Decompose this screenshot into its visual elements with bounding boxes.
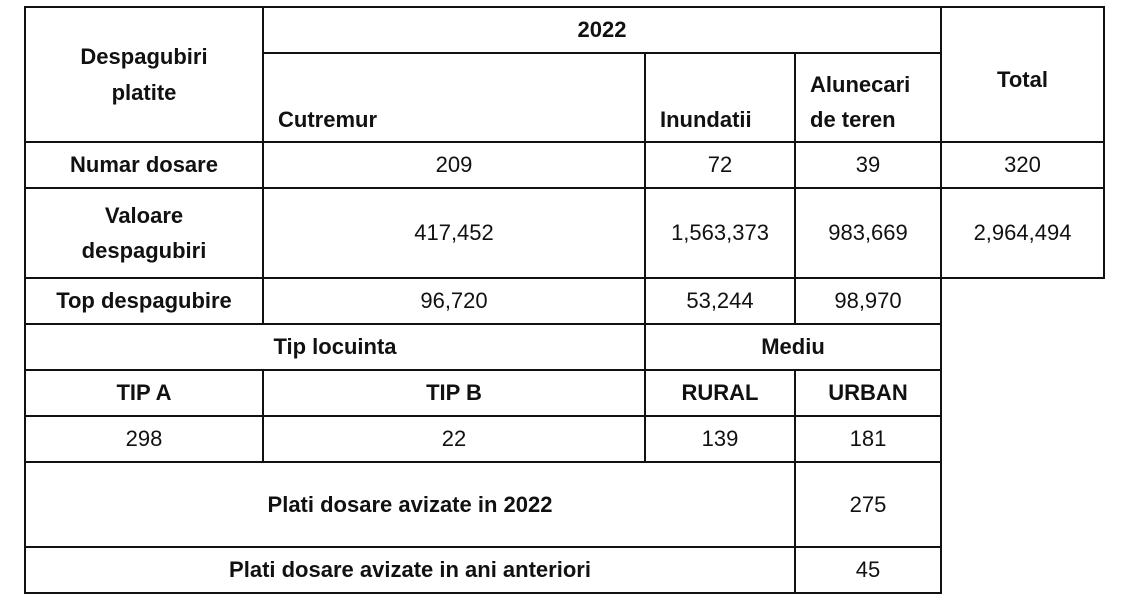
corner-header-label: Despagubiri platite bbox=[80, 44, 208, 105]
cell-value: 1,563,373 bbox=[671, 220, 769, 246]
cell-value: 320 bbox=[1004, 152, 1041, 178]
plati-anterior-value bbox=[794, 546, 942, 594]
mediu-label: Mediu bbox=[761, 334, 825, 360]
mediu-header bbox=[644, 323, 942, 371]
row-label-valoare bbox=[24, 187, 264, 279]
cell-value: 96,720 bbox=[420, 288, 488, 314]
plati-2022-label bbox=[24, 461, 796, 548]
cell-value: 209 bbox=[435, 152, 473, 178]
urban-label: URBAN bbox=[828, 380, 908, 406]
tip-a-value bbox=[24, 415, 264, 463]
col-header-total bbox=[940, 6, 1105, 143]
tip-a-header bbox=[24, 369, 264, 417]
rural-label: RURAL bbox=[681, 380, 759, 406]
cell-numar-inundatii bbox=[644, 141, 796, 189]
year-label: 2022 bbox=[577, 17, 627, 43]
row-label-text: Valoare despagubiri bbox=[81, 202, 207, 263]
cell-top-cutremur bbox=[262, 277, 646, 325]
tip-b-value bbox=[262, 415, 646, 463]
rural-header bbox=[644, 369, 796, 417]
cell-value: 45 bbox=[855, 557, 881, 583]
cell-value: 417,452 bbox=[414, 220, 494, 246]
cell-valoare-cutremur bbox=[262, 187, 646, 279]
col-total-label: Total bbox=[997, 67, 1048, 92]
cell-value: 2,964,494 bbox=[973, 220, 1072, 246]
cell-value: 98,970 bbox=[834, 288, 902, 314]
col-inundatii-label: Inundatii bbox=[660, 106, 752, 132]
cell-valoare-inundatii bbox=[644, 187, 796, 279]
cell-value: 39 bbox=[855, 152, 881, 178]
col-header-cutremur bbox=[262, 52, 646, 143]
payment-label-text: Plati dosare avizate in 2022 bbox=[267, 491, 553, 517]
payment-label-text: Plati dosare avizate in ani anteriori bbox=[229, 557, 591, 583]
plati-anterior-label bbox=[24, 546, 796, 594]
tip-b-header bbox=[262, 369, 646, 417]
row-label-text: Top despagubire bbox=[56, 288, 232, 314]
tip-locuinta-label: Tip locuinta bbox=[273, 334, 397, 360]
col-header-alunecari bbox=[794, 52, 942, 143]
row-label-numar-dosare bbox=[24, 141, 264, 189]
cell-numar-alunecari bbox=[794, 141, 942, 189]
cell-value: 181 bbox=[849, 426, 887, 452]
cell-value: 275 bbox=[849, 491, 887, 517]
cell-value: 72 bbox=[707, 152, 733, 178]
row-label-text: Numar dosare bbox=[70, 152, 218, 178]
cell-numar-cutremur bbox=[262, 141, 646, 189]
cell-value: 139 bbox=[701, 426, 739, 452]
cell-value: 298 bbox=[125, 426, 163, 452]
cell-value: 983,669 bbox=[828, 220, 908, 246]
col-header-inundatii bbox=[644, 52, 796, 143]
row-label-top bbox=[24, 277, 264, 325]
cell-value: 22 bbox=[441, 426, 467, 452]
cell-value: 53,244 bbox=[686, 288, 754, 314]
plati-2022-value bbox=[794, 461, 942, 548]
corner-header bbox=[24, 6, 264, 143]
year-header bbox=[262, 6, 942, 54]
col-cutremur-label: Cutremur bbox=[278, 106, 378, 132]
tip-locuinta-header bbox=[24, 323, 646, 371]
cell-top-alunecari bbox=[794, 277, 942, 325]
col-alunecari-label: Alunecari de teren bbox=[810, 71, 911, 132]
tip-b-label: TIP B bbox=[426, 380, 482, 406]
urban-value bbox=[794, 415, 942, 463]
cell-valoare-total bbox=[940, 187, 1105, 279]
tip-a-label: TIP A bbox=[116, 380, 172, 406]
cell-top-inundatii bbox=[644, 277, 796, 325]
cell-numar-total bbox=[940, 141, 1105, 189]
rural-value bbox=[644, 415, 796, 463]
cell-valoare-alunecari bbox=[794, 187, 942, 279]
urban-header bbox=[794, 369, 942, 417]
